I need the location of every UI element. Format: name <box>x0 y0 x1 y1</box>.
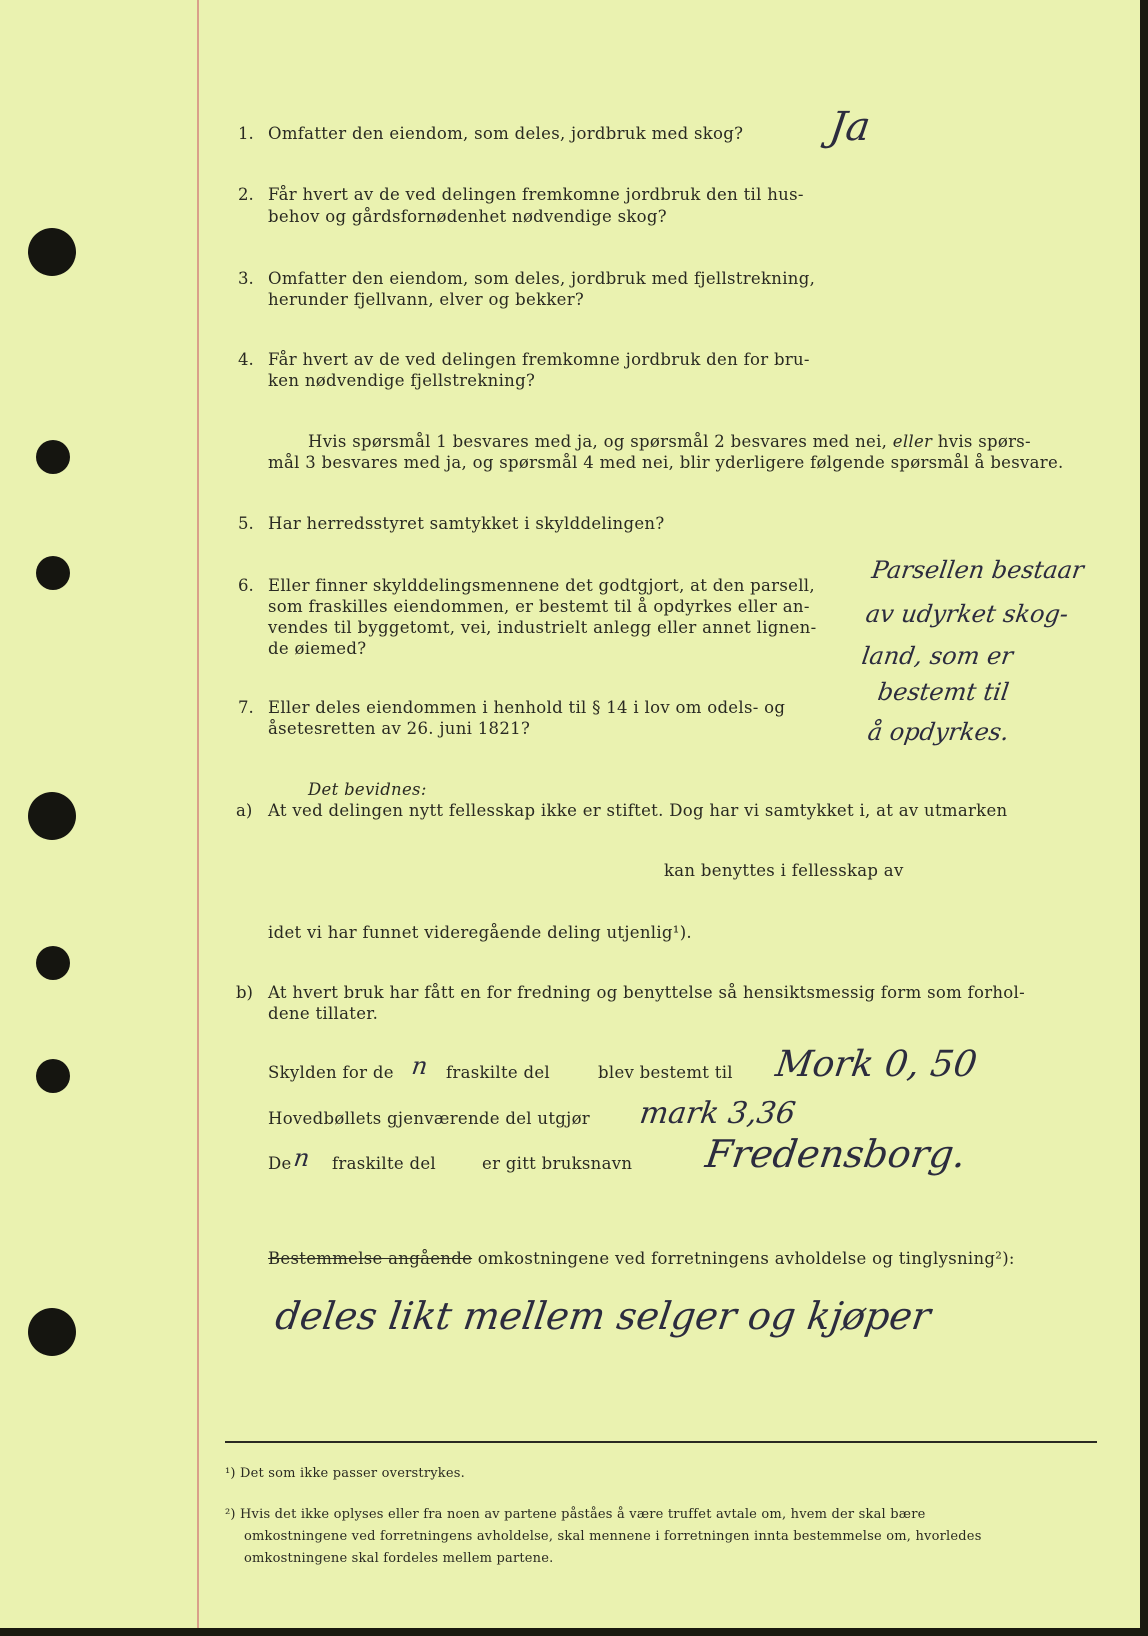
instruction-line: mål 3 besvares med ja, og spørsmål 4 med nei, blir yderligere følgende spørsmål å besvare. <box>268 453 1064 472</box>
skyld-label: fraskilte del <box>446 1063 550 1082</box>
footnote-1: ¹) Det som ikke passer overstrykes. <box>225 1466 465 1481</box>
handwritten-costs-answer: deles likt mellem selger og kjøper <box>272 1294 934 1338</box>
name-label: fraskilte del <box>332 1154 436 1173</box>
handwritten-answer-line: land, som er <box>860 642 1015 670</box>
question-line: de øiemed? <box>268 639 367 658</box>
instruction-line: Hvis spørsmål 1 besvares med ja, og spørsmål 2 besvares med nei, eller hvis spørs- <box>308 432 1031 451</box>
handwritten-remaining-value: mark 3,36 <box>637 1096 798 1131</box>
handwritten-answer-line: bestemt til <box>876 678 1011 706</box>
question-line: vendes til byggetomt, vei, industrielt anlegg eller annet lignen- <box>268 618 817 637</box>
punch-hole <box>36 946 70 980</box>
question-line: Eller deles eiendommen i henhold til § 14 i lov om odels- og <box>268 698 786 717</box>
punch-hole <box>36 440 70 474</box>
punch-hole <box>28 1308 76 1356</box>
handwritten-n: n <box>292 1144 312 1172</box>
question-number: 4. <box>238 350 254 369</box>
footnote-2-line: ²) Hvis det ikke oplyses eller fra noen av partene påståes å være truffet avtale om, hvem der skal bære <box>225 1507 926 1522</box>
punch-hole <box>28 792 76 840</box>
question-line: Har herredsstyret samtykket i skylddelingen? <box>268 514 665 533</box>
question-number: 5. <box>238 514 254 533</box>
question-line: Får hvert av de ved delingen fremkomne jordbruk den til hus- <box>268 185 804 204</box>
question-line: Får hvert av de ved delingen fremkomne jordbruk den for bru- <box>268 350 810 369</box>
question-line: Omfatter den eiendom, som deles, jordbruk med skog? <box>268 124 744 143</box>
bevidnes-a-line: At ved delingen nytt fellesskap ikke er stiftet. Dog har vi samtykket i, at av utmarken <box>268 801 1008 820</box>
name-label: De <box>268 1154 292 1173</box>
question-line: Omfatter den eiendom, som deles, jordbruk med fjellstrekning, <box>268 269 816 288</box>
margin-line <box>197 0 199 1628</box>
question-line: Eller finner skylddelingsmennene det godtgjort, at den parsell, <box>268 576 815 595</box>
bevidnes-heading: Det bevidnes: <box>308 780 427 799</box>
question-line: behov og gårdsfornødenhet nødvendige skog? <box>268 207 667 226</box>
footnote-2-line: omkostningene skal fordeles mellem partene. <box>244 1551 554 1566</box>
question-number: 6. <box>238 576 254 595</box>
question-line: åsetesretten av 26. juni 1821? <box>268 719 531 738</box>
punch-hole <box>28 228 76 276</box>
question-number: 2. <box>238 185 254 204</box>
skyld-label: blev bestemt til <box>598 1063 733 1082</box>
question-line: som fraskilles eiendommen, er bestemt til å opdyrkes eller an- <box>268 597 810 616</box>
bevidnes-b-line: At hvert bruk har fått en for fredning og benyttelse så hensiktsmessig form som forhol- <box>268 983 1025 1002</box>
footnote-rule <box>225 1441 1097 1443</box>
item-label: b) <box>236 983 253 1002</box>
name-label: er gitt bruksnavn <box>482 1154 633 1173</box>
skyld-label: Skylden for de <box>268 1063 394 1082</box>
punch-hole <box>36 1059 70 1093</box>
handwritten-skyld-value: Mork 0, 50 <box>773 1044 980 1085</box>
handwritten-answer-line: å opdyrkes. <box>866 718 1011 746</box>
handwritten-answer-line: av udyrket skog- <box>864 600 1071 628</box>
footnote-2-line: omkostningene ved forretningens avholdelse, skal mennene i forretningen innta bestemmelse om, hvorledes <box>244 1529 982 1544</box>
costs-line: Bestemmelse angående omkostningene ved forretningens avholdelse og tinglysning²): <box>268 1249 1015 1268</box>
handwritten-answer-line: Parsellen bestaar <box>870 556 1086 584</box>
question-number: 7. <box>238 698 254 717</box>
question-number: 1. <box>238 124 254 143</box>
handwritten-n: n <box>410 1052 430 1080</box>
item-label: a) <box>236 801 253 820</box>
question-line: herunder fjellvann, elver og bekker? <box>268 290 585 309</box>
question-line: ken nødvendige fjellstrekning? <box>268 371 536 390</box>
remaining-label: Hovedbøllets gjenværende del utgjør <box>268 1109 590 1128</box>
bevidnes-a-line: idet vi har funnet videregående deling utjenlig¹). <box>268 923 692 942</box>
bevidnes-a-line: kan benyttes i fellesskap av <box>664 861 904 880</box>
punch-hole <box>36 556 70 590</box>
question-number: 3. <box>238 269 254 288</box>
bevidnes-b-line: dene tillater. <box>268 1004 379 1023</box>
handwritten-name-value: Fredensborg. <box>702 1132 969 1176</box>
handwritten-answer-q1: Ja <box>826 104 874 150</box>
